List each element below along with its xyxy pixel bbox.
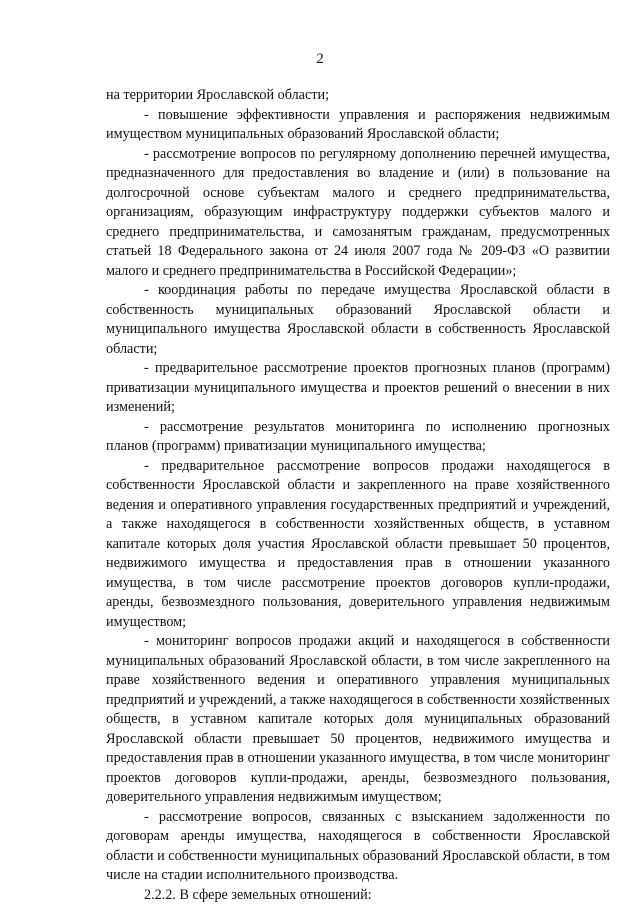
paragraph-continuation: на территории Ярославской области; [106,87,330,103]
page-number: 2 [316,51,324,67]
document-body [106,86,610,905]
paragraph-privatization-plans: - предварительное рассмотрение проектов прогнозных планов (программ) приватизации муниципального имущества и проектов решений о внесении в них изменений; [106,360,610,415]
paragraph-transfer-coordination: - координация работы по передаче имущества Ярославской области в собственность муниципальных образований Ярославской области и муниципального имущества Ярославской области в собственность Ярославской области; [106,282,610,357]
paragraph-municipal-sales: - мониторинг вопросов продажи акций и находящегося в собственности муниципальных образований Ярославской области, в том числе закрепленного на праве хозяйственного ведения и оперативного управления муниципальных предприятий и учреждений, а также находящегося в собственности хозяйственных обществ, в уставном капитале которых доля муниципальных образований Ярославской области превышает 50 процентов, недвижимого имущества и предоставления прав в отношении указанного имущества, в том числе мониторинг проектов договоров купли-продажи, аренды, безвозмездного пользования, доверительного управления недвижимым имуществом; [106,633,610,805]
section-heading-land-relations: 2.2.2. В сфере земельных отношений: [144,886,372,903]
paragraph-debt-recovery: - рассмотрение вопросов, связанных с взысканием задолженности по договорам аренды имущества, находящегося в собственности Ярославской области и собственности муниципальных образований Ярославской области, в том числе на стадии исполнительного производства. [106,808,610,883]
paragraph-property-lists: - рассмотрение вопросов по регулярному дополнению перечней имущества, предназначенного для предоставления во владение и (или) в пользование на долгосрочной основе субъектам малого и среднего предпринимательства, организациям, образующим инфраструктуру поддержки субъектов малого и среднего предпринимательства, и самозанятым гражданам, предусмотренных статьей 18 Федерального закона от 24 июля 2007 года № 209-ФЗ «О развитии малого и среднего предпринимательства в Российской Федерации»; [106,145,610,279]
paragraph-efficiency: - повышение эффективности управления и распоряжения недвижимым имуществом муниципальных образований Ярославской области; [106,106,610,142]
paragraph-monitoring-results: - рассмотрение результатов мониторинга по исполнению прогнозных планов (программ) приватизации муниципального имущества; [106,418,610,454]
paragraph-regional-sales: - предварительное рассмотрение вопросов продажи находящегося в собственности Ярославской области и закрепленного на праве хозяйственного ведения и оперативного управления государственных предприятий и учреждений, а также находящегося в собственности хозяйственных обществ, в уставном капитале которых доля участия Ярославской области превышает 50 процентов, недвижимого имущества и предоставления прав в отношении указанного имущества, в том числе рассмотрение проектов договоров купли-продажи, аренды, безвозмездного пользования, доверительного управления недвижимым имуществом; [106,457,610,630]
